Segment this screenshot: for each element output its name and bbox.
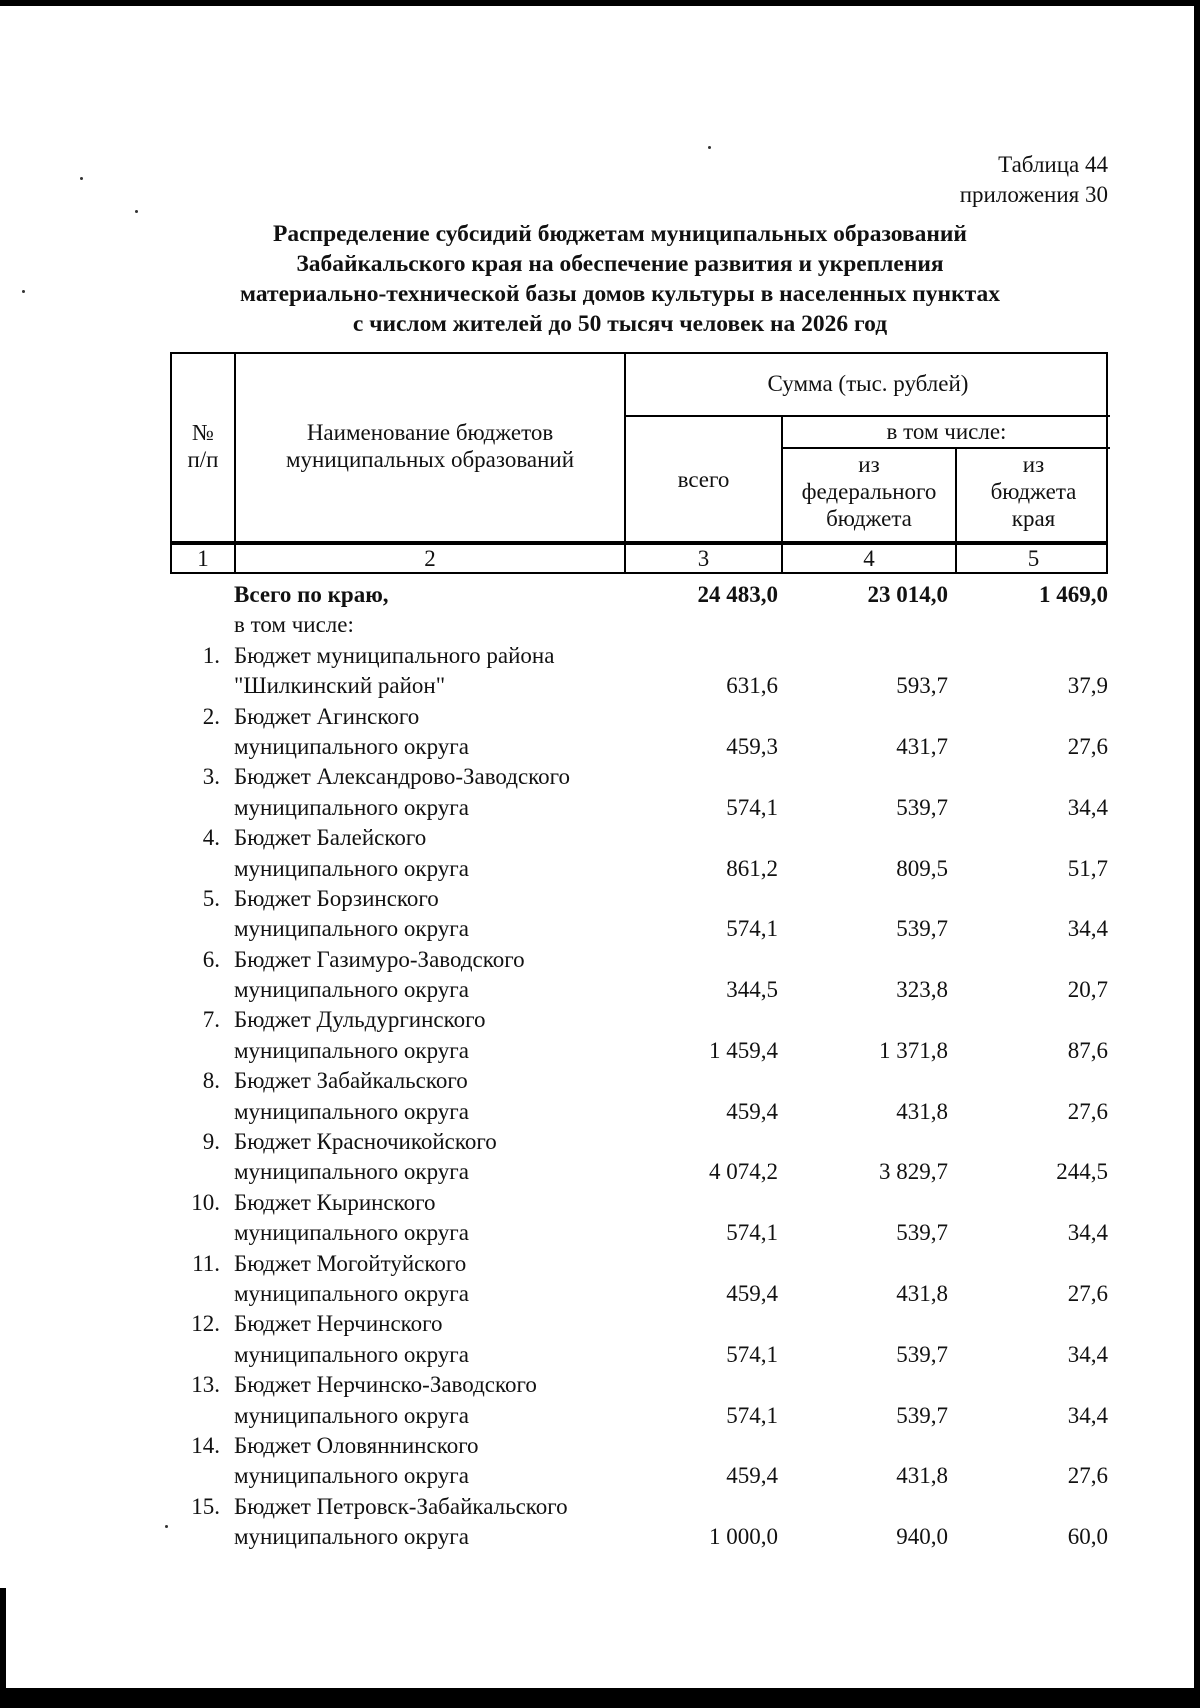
table-number: Таблица 44 <box>998 152 1108 177</box>
table-row-values <box>0 1522 1200 1552</box>
title-line: материально-технической базы домов культуры в населенных пунктах <box>240 281 1000 307</box>
table-row-values <box>0 1218 1200 1248</box>
row-total: 574,1 <box>726 1341 778 1367</box>
row-index: 14. <box>191 1432 220 1458</box>
total-sum: 24 483,0 <box>697 582 778 607</box>
row-federal: 1 371,8 <box>879 1037 948 1063</box>
row-index: 6. <box>202 946 220 972</box>
header-num: № п/п <box>187 420 219 472</box>
row-federal: 539,7 <box>896 1341 948 1367</box>
table-row-values <box>0 975 1200 1005</box>
row-total: 4 074,2 <box>709 1159 778 1185</box>
row-total: 1 459,4 <box>709 1037 778 1063</box>
row-regional: 20,7 <box>1067 977 1108 1003</box>
row-index: 7. <box>202 1007 220 1033</box>
row-federal: 431,8 <box>896 1280 948 1306</box>
row-name-cont: муниципального округа <box>234 855 469 881</box>
header-federal: из федерального бюджета <box>801 452 937 531</box>
table-row-values <box>0 1036 1200 1066</box>
row-index: 8. <box>202 1068 220 1094</box>
row-regional: 244,5 <box>1056 1159 1108 1185</box>
scan-edge-bottom <box>0 1688 1200 1708</box>
row-name-cont: муниципального округа <box>234 1280 469 1306</box>
column-number: 4 <box>863 546 875 571</box>
column-number: 2 <box>424 546 436 571</box>
row-name: Бюджет Красночикойского <box>234 1129 497 1155</box>
row-name-cont: муниципального округа <box>234 1098 469 1124</box>
row-name: Бюджет Нерчинско-Заводского <box>234 1372 537 1398</box>
row-name: Бюджет Забайкальского <box>234 1068 468 1094</box>
row-index: 13. <box>191 1372 220 1398</box>
row-total: 861,2 <box>726 855 778 881</box>
including-label: в том числе: <box>234 612 354 638</box>
row-regional: 27,6 <box>1067 1463 1108 1489</box>
row-name-cont: муниципального округа <box>234 977 469 1003</box>
row-index: 12. <box>191 1311 220 1337</box>
row-index: 3. <box>202 764 220 790</box>
appendix-number: приложения 30 <box>959 182 1108 207</box>
row-total: 344,5 <box>726 977 778 1003</box>
row-total: 459,3 <box>726 733 778 759</box>
row-federal: 431,7 <box>896 733 948 759</box>
rows-container <box>0 641 1200 1553</box>
table-row <box>0 1249 1200 1279</box>
title-line: с числом жителей до 50 тысяч человек на 2026 год <box>352 311 888 337</box>
row-name-cont: муниципального округа <box>234 1524 469 1550</box>
row-total: 574,1 <box>726 916 778 942</box>
header-name: Наименование бюджетов муниципальных образований <box>285 420 575 472</box>
row-regional: 27,6 <box>1067 733 1108 759</box>
row-name-cont: муниципального округа <box>234 794 469 820</box>
table-row <box>0 1431 1200 1461</box>
row-name-cont: муниципального округа <box>234 916 469 942</box>
row-name-cont: муниципального округа <box>234 1402 469 1428</box>
table-row-values <box>0 854 1200 884</box>
table-row <box>0 1005 1200 1035</box>
column-number: 1 <box>197 546 209 571</box>
row-total: 631,6 <box>726 673 778 699</box>
table-row-values <box>0 732 1200 762</box>
row-federal: 323,8 <box>896 977 948 1003</box>
row-regional: 27,6 <box>1067 1280 1108 1306</box>
row-regional: 87,6 <box>1067 1037 1108 1063</box>
row-total: 1 000,0 <box>709 1524 778 1550</box>
row-name: Бюджет Балейского <box>234 825 427 851</box>
row-regional: 34,4 <box>1067 916 1108 942</box>
table-row <box>0 1188 1200 1218</box>
table-row <box>0 702 1200 732</box>
header-total: всего <box>677 467 730 492</box>
row-name-cont: муниципального округа <box>234 733 469 759</box>
row-total: 459,4 <box>726 1098 778 1124</box>
row-name: Бюджет Агинского <box>234 703 420 729</box>
row-index: 1. <box>202 642 220 668</box>
row-total: 574,1 <box>726 1402 778 1428</box>
row-federal: 809,5 <box>896 855 948 881</box>
total-regional: 1 469,0 <box>1039 582 1108 607</box>
row-name-cont: муниципального округа <box>234 1463 469 1489</box>
scan-edge-top <box>0 0 1200 6</box>
row-name: Бюджет Александрово-Заводского <box>234 764 571 790</box>
row-regional: 51,7 <box>1067 855 1108 881</box>
table-row <box>0 945 1200 975</box>
scan-speck <box>708 146 711 149</box>
header-sum: Сумма (тыс. рублей) <box>767 371 969 396</box>
table-row-values <box>0 1461 1200 1491</box>
row-name: Бюджет Оловяннинского <box>234 1432 479 1458</box>
row-total: 574,1 <box>726 794 778 820</box>
table-header <box>170 352 1108 543</box>
column-numbers-row <box>170 543 1108 574</box>
row-federal: 539,7 <box>896 794 948 820</box>
document-title <box>170 219 1070 339</box>
column-number: 3 <box>697 546 710 571</box>
row-name-cont: муниципального округа <box>234 1341 469 1367</box>
table-row <box>0 1492 1200 1522</box>
scan-edge-left <box>0 1588 6 1708</box>
table-row <box>0 823 1200 853</box>
table-row-values <box>0 1401 1200 1431</box>
row-federal: 539,7 <box>896 1220 948 1246</box>
row-name: Бюджет Борзинского <box>234 885 439 911</box>
scan-speck <box>80 177 83 180</box>
row-name: Бюджет Нерчинского <box>234 1311 443 1337</box>
table-reference <box>960 150 1108 210</box>
row-name: Бюджет Кыринского <box>234 1189 436 1215</box>
total-row <box>0 580 1200 610</box>
including-label-row <box>0 610 1200 640</box>
row-regional: 37,9 <box>1067 673 1108 699</box>
row-regional: 34,4 <box>1067 1341 1108 1367</box>
row-name: Бюджет Газимуро-Заводского <box>234 946 525 972</box>
row-total: 574,1 <box>726 1220 778 1246</box>
row-federal: 539,7 <box>896 916 948 942</box>
row-federal: 940,0 <box>896 1524 948 1550</box>
table-row-values <box>0 1157 1200 1187</box>
header-including: в том числе: <box>886 419 1007 444</box>
total-federal: 23 014,0 <box>867 582 948 607</box>
table-row <box>0 641 1200 671</box>
row-federal: 593,7 <box>896 673 948 699</box>
row-regional: 34,4 <box>1067 1220 1108 1246</box>
column-number: 5 <box>1027 546 1040 571</box>
row-name-cont: "Шилкинский район" <box>234 673 446 699</box>
row-name: Бюджет Могойтуйского <box>234 1250 467 1276</box>
table-row-values <box>0 671 1200 701</box>
row-regional: 60,0 <box>1067 1524 1108 1550</box>
row-index: 2. <box>202 703 220 729</box>
row-total: 459,4 <box>726 1280 778 1306</box>
table-row <box>0 1370 1200 1400</box>
row-name: Бюджет Дульдургинского <box>234 1007 486 1033</box>
row-regional: 34,4 <box>1067 1402 1108 1428</box>
table-row-values <box>0 1279 1200 1309</box>
row-name-cont: муниципального округа <box>234 1220 469 1246</box>
table-row <box>0 1127 1200 1157</box>
table-row-values <box>0 1097 1200 1127</box>
row-name: Бюджет Петровск-Забайкальского <box>234 1493 568 1519</box>
row-index: 9. <box>202 1129 220 1155</box>
table-row <box>0 1066 1200 1096</box>
row-name-cont: муниципального округа <box>234 1037 469 1063</box>
row-federal: 431,8 <box>896 1463 948 1489</box>
row-index: 5. <box>202 885 220 911</box>
table-row <box>0 762 1200 792</box>
title-line: Забайкальского края на обеспечение развития и укрепления <box>296 251 944 277</box>
total-label: Всего по краю, <box>234 582 389 607</box>
table-row-values <box>0 793 1200 823</box>
table-row-values <box>0 1340 1200 1370</box>
title-line: Распределение субсидий бюджетам муниципальных образований <box>273 221 967 247</box>
row-federal: 431,8 <box>896 1098 948 1124</box>
scan-speck <box>135 210 138 213</box>
row-index: 11. <box>192 1250 220 1276</box>
scan-speck <box>22 290 25 293</box>
row-index: 15. <box>191 1493 220 1519</box>
header-regional: из бюджета края <box>990 452 1077 531</box>
row-regional: 27,6 <box>1067 1098 1108 1124</box>
row-index: 10. <box>191 1189 220 1215</box>
table-row <box>0 884 1200 914</box>
row-federal: 539,7 <box>896 1402 948 1428</box>
row-name: Бюджет муниципального района <box>234 642 555 668</box>
row-total: 459,4 <box>726 1463 778 1489</box>
table-row-values <box>0 914 1200 944</box>
row-index: 4. <box>202 825 220 851</box>
row-federal: 3 829,7 <box>879 1159 948 1185</box>
table-body <box>0 580 1200 1553</box>
table-row <box>0 1309 1200 1339</box>
row-name-cont: муниципального округа <box>234 1159 469 1185</box>
row-regional: 34,4 <box>1067 794 1108 820</box>
